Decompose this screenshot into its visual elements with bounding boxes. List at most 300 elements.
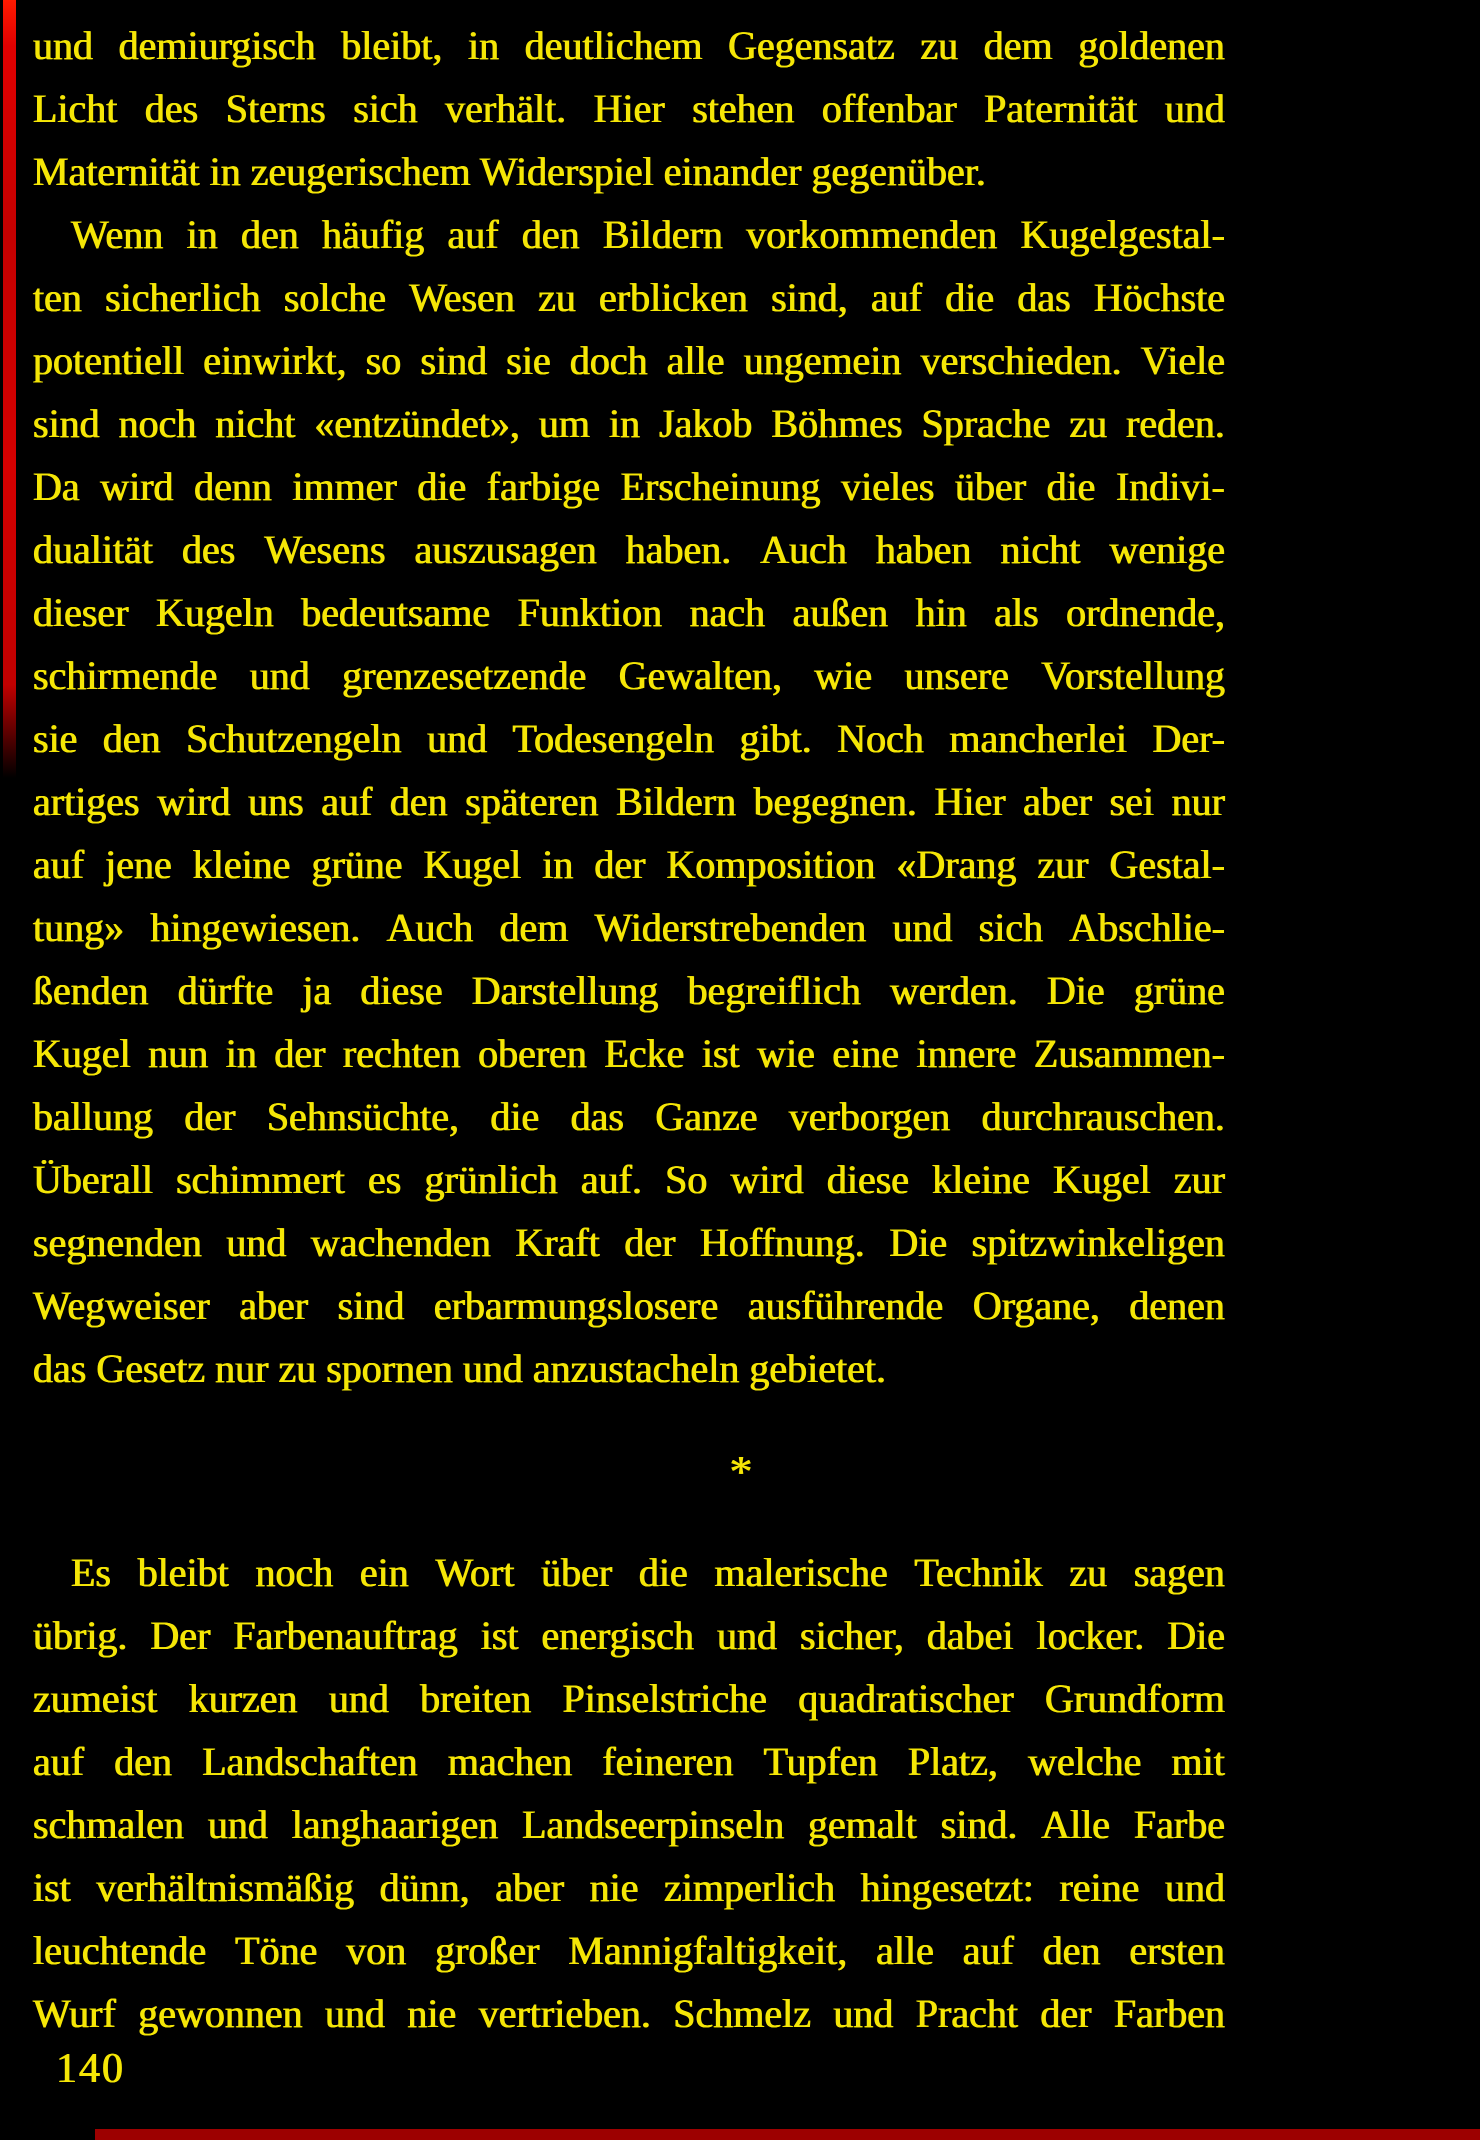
word: und: [207, 1802, 268, 1847]
text-line: [33, 329, 1225, 392]
word: haben: [875, 527, 972, 572]
word: nach: [689, 590, 766, 635]
word: dem: [499, 905, 569, 950]
word: mit: [1171, 1739, 1225, 1784]
text-line: [33, 896, 1225, 959]
word: durchrauschen.: [981, 1094, 1225, 1139]
word: zumeist: [33, 1676, 158, 1721]
word: der: [184, 1094, 236, 1139]
word: bleibt,: [341, 23, 443, 68]
word: es: [368, 1157, 402, 1202]
word: nun: [148, 1031, 209, 1076]
word: und: [1165, 1865, 1225, 1910]
word: und: [33, 23, 93, 68]
word: aber: [495, 1865, 565, 1910]
word: übrig.: [33, 1613, 128, 1658]
word: über: [541, 1550, 613, 1595]
word: über: [954, 464, 1027, 509]
word: «entzündet»,: [314, 401, 520, 446]
word: auf: [962, 1928, 1014, 1973]
word: auszusagen: [414, 527, 597, 572]
text-line: [33, 1982, 1225, 2045]
word: gemalt: [808, 1802, 917, 1847]
word: nicht: [1000, 527, 1081, 572]
word: malerische: [714, 1550, 888, 1595]
word: sagen: [1133, 1550, 1225, 1595]
word: sind: [33, 401, 100, 446]
separator-asterisk: *: [729, 1446, 753, 1497]
word: sind,: [771, 275, 848, 320]
word: so: [365, 338, 402, 383]
word: haben.: [625, 527, 732, 572]
word: Noch: [837, 716, 924, 761]
word: nie: [589, 1865, 639, 1910]
word: Wesens: [264, 527, 386, 572]
word: auf: [447, 212, 499, 257]
text-line: [33, 455, 1225, 518]
word: welche: [1028, 1739, 1142, 1784]
word: Hier: [934, 779, 1006, 824]
word: häufig: [322, 212, 425, 257]
word: Ecke: [604, 1031, 685, 1076]
word: Gewalten,: [618, 653, 782, 698]
word: Ganze: [655, 1094, 758, 1139]
word: mancherlei: [949, 716, 1128, 761]
word: Töne: [235, 1928, 318, 1973]
text-line: [33, 770, 1225, 833]
word: sicher,: [800, 1613, 904, 1658]
word: auf: [870, 275, 923, 320]
word: alle: [876, 1928, 934, 1973]
text-line: [33, 644, 1225, 707]
word: ballung: [33, 1094, 153, 1139]
word: Grundform: [1044, 1676, 1225, 1721]
word: oberen: [478, 1031, 587, 1076]
word: bleibt: [137, 1550, 229, 1595]
word: Platz,: [907, 1739, 998, 1784]
word: und: [249, 653, 310, 698]
word: diese: [360, 968, 443, 1013]
word: und: [717, 1613, 778, 1658]
word: das: [570, 1094, 624, 1139]
word: dabei: [926, 1613, 1014, 1658]
word: und: [325, 1991, 386, 2036]
word: die: [945, 275, 995, 320]
word: zu: [1069, 401, 1108, 446]
word: und: [892, 905, 953, 950]
word: einwirkt,: [203, 338, 347, 383]
word: Hier: [593, 86, 665, 131]
word: Zusammen-: [1033, 1031, 1225, 1076]
word: Farben: [1113, 1991, 1225, 2036]
word: ist: [480, 1613, 519, 1658]
word: eine: [832, 1031, 899, 1076]
word: schirmende: [33, 653, 218, 698]
word: Kugeln: [156, 590, 274, 635]
word: und: [226, 1220, 287, 1265]
text-line: [33, 77, 1225, 140]
word: Viele: [1140, 338, 1225, 383]
word: in: [608, 401, 641, 446]
word: Auch: [386, 905, 474, 950]
word: Schmelz: [673, 1991, 811, 2036]
word: hin: [915, 590, 967, 635]
word: wird: [100, 464, 174, 509]
word: zu: [538, 275, 576, 320]
word: Schutzengeln: [186, 716, 402, 761]
word: solche: [283, 275, 386, 320]
word: Die: [1046, 968, 1105, 1013]
word: dünn,: [379, 1865, 470, 1910]
word: immer: [292, 464, 397, 509]
text-line: [33, 959, 1225, 1022]
word: Vorstellung: [1041, 653, 1225, 698]
word: sind: [337, 1283, 405, 1328]
word: breiten: [420, 1676, 532, 1721]
word: Höchste: [1093, 275, 1225, 320]
word: wie: [757, 1031, 815, 1076]
word: der: [594, 842, 646, 887]
word: Todesengeln: [512, 716, 715, 761]
word: und: [833, 1991, 894, 2036]
word: nie: [407, 1991, 457, 2036]
word: uns: [248, 779, 304, 824]
text-line: [33, 1604, 1225, 1667]
word: und: [1164, 86, 1225, 131]
word: auf: [321, 779, 373, 824]
word: dualität: [33, 527, 153, 572]
word: Pracht: [915, 1991, 1018, 2036]
text-line: [33, 707, 1225, 770]
word: goldenen: [1078, 23, 1225, 68]
word: Komposition: [666, 842, 876, 887]
word: sich: [978, 905, 1044, 950]
word: zu: [1069, 1550, 1108, 1595]
word: denen: [1129, 1283, 1225, 1328]
word: dem: [983, 23, 1053, 68]
word: Bildern: [616, 779, 737, 824]
word: artiges: [33, 779, 140, 824]
text-line: das Gesetz nur zu spornen und anzustacheln gebietet.: [33, 1346, 887, 1391]
word: verborgen: [788, 1094, 951, 1139]
word: wird: [157, 779, 231, 824]
word: Funktion: [517, 590, 663, 635]
word: diese: [826, 1157, 910, 1202]
word: tung»: [33, 905, 125, 950]
word: auf: [33, 842, 85, 887]
word: energisch: [541, 1613, 695, 1658]
word: in: [186, 212, 218, 257]
text-line: [33, 1730, 1225, 1793]
word: den: [102, 716, 161, 761]
word: Auch: [760, 527, 847, 572]
word: in: [542, 842, 574, 887]
word: offenbar: [821, 86, 957, 131]
word: des: [181, 527, 236, 572]
word: begreiflich: [687, 968, 861, 1013]
text-line: Maternität in zeugerischem Widerspiel einander gegenüber.: [33, 149, 986, 194]
word: Gegensatz: [728, 23, 895, 68]
scan-edge-stripe-left: [3, 0, 16, 778]
word: noch: [255, 1550, 334, 1595]
word: verschieden.: [920, 338, 1122, 383]
word: Jakob: [659, 401, 753, 446]
word: auf.: [580, 1157, 642, 1202]
word: Hoffnung.: [699, 1220, 865, 1265]
word: verhält.: [445, 86, 567, 131]
word: Bildern: [602, 212, 723, 257]
word: gibt.: [739, 716, 812, 761]
word: Sterns: [225, 86, 326, 131]
word: Kugel: [423, 842, 522, 887]
word: schimmert: [176, 1157, 345, 1202]
text-line: [33, 266, 1225, 329]
word: Wenn: [71, 212, 164, 257]
word: unsere: [904, 653, 1009, 698]
word: Widerstrebenden: [594, 905, 867, 950]
word: Die: [1167, 1613, 1225, 1658]
word: ten: [33, 275, 82, 320]
text-line: [33, 14, 1225, 77]
word: sie: [506, 338, 551, 383]
word: grenzesetzende: [342, 653, 587, 698]
word: um: [538, 401, 590, 446]
word: der: [624, 1220, 676, 1265]
page-number: 140: [56, 2046, 125, 2092]
word: spitzwinkeligen: [971, 1220, 1225, 1265]
word: vorkommenden: [746, 212, 998, 257]
word: Indivi-: [1115, 464, 1225, 509]
word: Tupfen: [763, 1739, 878, 1784]
word: Farbe: [1133, 1802, 1225, 1847]
word: auf: [33, 1739, 85, 1784]
word: Licht: [33, 86, 118, 131]
word: schmalen: [33, 1802, 185, 1847]
word: aber: [239, 1283, 309, 1328]
word: Wort: [435, 1550, 515, 1595]
word: kurzen: [188, 1676, 298, 1721]
word: Überall: [33, 1157, 153, 1202]
text-line: [33, 833, 1225, 896]
word: wie: [814, 653, 873, 698]
word: Organe,: [972, 1283, 1100, 1328]
word: dieser: [33, 590, 129, 635]
word: Paternität: [984, 86, 1138, 131]
word: reine: [1059, 1865, 1140, 1910]
word: demiurgisch: [118, 23, 316, 68]
word: sich: [353, 86, 418, 131]
text-line: [33, 1667, 1225, 1730]
word: in: [468, 23, 500, 68]
word: «Drang: [896, 842, 1017, 887]
word: den: [389, 779, 448, 824]
word: die: [638, 1550, 688, 1595]
word: grüne: [311, 842, 403, 887]
word: ja: [302, 968, 332, 1013]
word: So: [665, 1157, 708, 1202]
word: zur: [1173, 1157, 1225, 1202]
word: den: [241, 212, 299, 257]
word: ersten: [1129, 1928, 1225, 1973]
word: erblicken: [599, 275, 748, 320]
word: sind.: [940, 1802, 1018, 1847]
word: hingesetzt:: [860, 1865, 1034, 1910]
word: noch: [118, 401, 197, 446]
word: Technik: [914, 1550, 1043, 1595]
word: grünlich: [424, 1157, 558, 1202]
word: außen: [792, 590, 889, 635]
section-separator: [33, 1400, 1225, 1541]
word: wachenden: [310, 1220, 491, 1265]
word: den: [1042, 1928, 1101, 1973]
word: kleine: [192, 842, 291, 887]
word: späteren: [465, 779, 599, 824]
text-block: [33, 14, 1225, 2045]
word: hingewiesen.: [150, 905, 361, 950]
word: Kugelgestal-: [1020, 212, 1225, 257]
word: und: [328, 1676, 389, 1721]
word: Darstellung: [471, 968, 659, 1013]
text-line: [33, 1856, 1225, 1919]
word: das: [1017, 275, 1071, 320]
word: Alle: [1041, 1802, 1111, 1847]
word: Da: [33, 464, 80, 509]
word: Sprache: [921, 401, 1051, 446]
word: der: [1040, 1991, 1092, 2036]
word: segnenden: [33, 1220, 202, 1265]
word: Wesen: [409, 275, 515, 320]
word: sicherlich: [105, 275, 261, 320]
word: zimperlich: [664, 1865, 836, 1910]
word: jene: [105, 842, 172, 887]
word: begegnen.: [753, 779, 917, 824]
text-line: [33, 1793, 1225, 1856]
word: Erscheinung: [620, 464, 821, 509]
word: verhältnismäßig: [96, 1865, 355, 1910]
word: sie: [33, 716, 78, 761]
word: vieles: [841, 464, 935, 509]
word: ist: [701, 1031, 740, 1076]
word: nur: [1171, 779, 1225, 824]
word: doch: [569, 338, 648, 383]
word: den: [114, 1739, 173, 1784]
word: Kraft: [515, 1220, 600, 1265]
text-line: [33, 1022, 1225, 1085]
word: Gestal-: [1109, 842, 1225, 887]
word: ein: [359, 1550, 409, 1595]
word: sei: [1109, 779, 1155, 824]
word: Böhmes: [771, 401, 903, 446]
word: grüne: [1133, 968, 1225, 1013]
word: nicht: [215, 401, 296, 446]
word: sind: [420, 338, 488, 383]
word: quadratischer: [798, 1676, 1014, 1721]
text-line: [33, 203, 1225, 266]
text-line: [33, 1919, 1225, 1982]
word: Landseerpinseln: [522, 1802, 785, 1847]
word: dürfte: [177, 968, 274, 1013]
word: Mannigfaltigkeit,: [568, 1928, 848, 1973]
word: die: [1046, 464, 1096, 509]
word: die: [490, 1094, 540, 1139]
text-line: [33, 518, 1225, 581]
word: kleine: [932, 1157, 1030, 1202]
text-line: [33, 1211, 1225, 1274]
word: wird: [730, 1157, 804, 1202]
word: denn: [194, 464, 272, 509]
word: den: [521, 212, 580, 257]
word: in: [225, 1031, 257, 1076]
word: zu: [920, 23, 959, 68]
word: alle: [666, 338, 725, 383]
word: ungemein: [743, 338, 902, 383]
word: des: [144, 86, 199, 131]
word: Der-: [1152, 716, 1225, 761]
word: ßenden: [33, 968, 149, 1013]
word: großer: [435, 1928, 540, 1973]
word: rechten: [342, 1031, 461, 1076]
word: zur: [1037, 842, 1089, 887]
word: wenige: [1109, 527, 1225, 572]
word: Abschlie-: [1069, 905, 1225, 950]
word: werden.: [890, 968, 1018, 1013]
text-line: [33, 1148, 1225, 1211]
text-line: [33, 581, 1225, 644]
word: von: [346, 1928, 407, 1973]
word: Kugel: [1053, 1157, 1151, 1202]
word: und: [427, 716, 488, 761]
text-line: [33, 1541, 1225, 1604]
word: bedeutsame: [301, 590, 491, 635]
word: feineren: [602, 1739, 734, 1784]
word: gewonnen: [138, 1991, 303, 2036]
word: Farbenauftrag: [233, 1613, 458, 1658]
word: Landschaften: [202, 1739, 418, 1784]
word: locker.: [1036, 1613, 1145, 1658]
word: ausführende: [747, 1283, 944, 1328]
word: der: [274, 1031, 326, 1076]
word: innere: [916, 1031, 1017, 1076]
word: potentiell: [33, 338, 185, 383]
word: die: [417, 464, 467, 509]
word: stehen: [692, 86, 795, 131]
word: Sehnsüchte,: [266, 1094, 459, 1139]
word: ordnende,: [1066, 590, 1225, 635]
text-line: [33, 392, 1225, 455]
word: aber: [1023, 779, 1092, 824]
word: leuchtende: [33, 1928, 207, 1973]
word: als: [994, 590, 1039, 635]
word: farbige: [486, 464, 601, 509]
word: Wurf: [33, 1991, 116, 2036]
word: langhaarigen: [291, 1802, 499, 1847]
text-line: [33, 1274, 1225, 1337]
word: Wegweiser: [33, 1283, 210, 1328]
word: Es: [71, 1550, 111, 1595]
word: ist: [33, 1865, 71, 1910]
word: Die: [889, 1220, 948, 1265]
word: deutlichem: [524, 23, 703, 68]
scan-edge-stripe-bottom: [95, 2129, 1480, 2140]
word: Kugel: [33, 1031, 131, 1076]
word: Der: [150, 1613, 211, 1658]
word: reden.: [1126, 401, 1225, 446]
word: vertrieben.: [478, 1991, 651, 2036]
text-line: [33, 1085, 1225, 1148]
word: erbarmungslosere: [433, 1283, 719, 1328]
word: Pinselstriche: [562, 1676, 767, 1721]
word: machen: [447, 1739, 573, 1784]
